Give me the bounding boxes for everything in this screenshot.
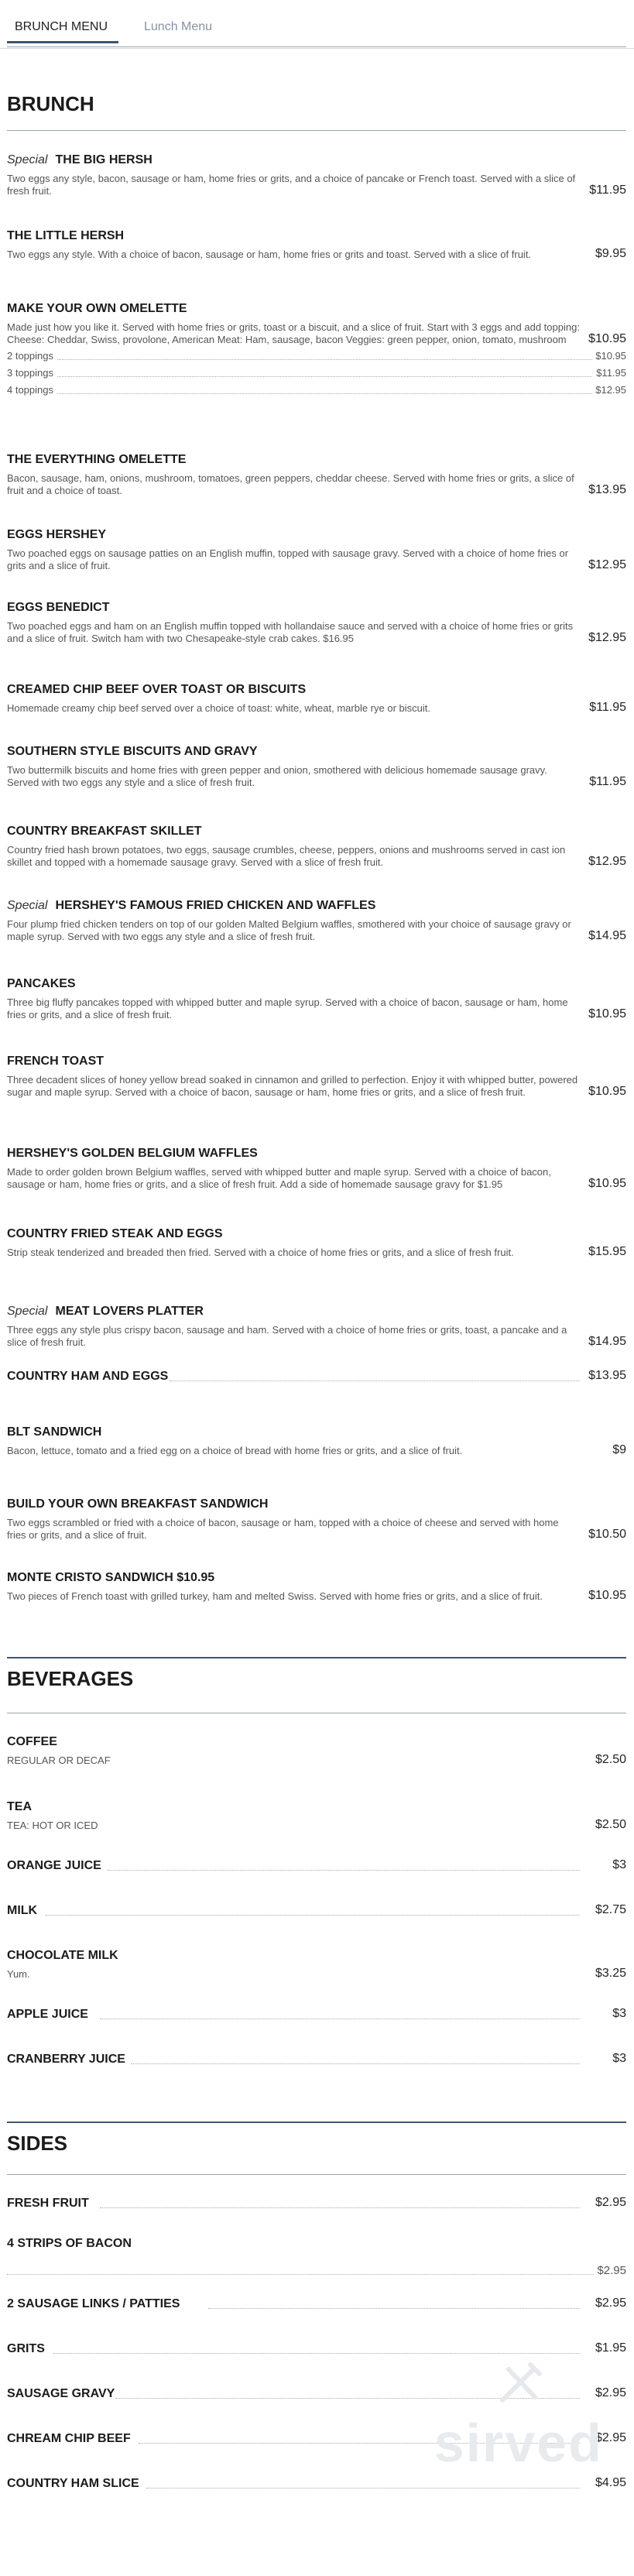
desc-price-row [7, 1074, 626, 1099]
option-price: $10.95 [592, 348, 626, 365]
menu-item-name [7, 682, 626, 698]
menu-item-name [7, 1304, 626, 1319]
menu-item-name [7, 2476, 626, 2492]
option-row [7, 348, 626, 365]
menu-item-description: REGULAR OR DECAF [7, 1754, 111, 1766]
menu-item-price: $2.95 [594, 2262, 626, 2279]
menu-item-price: $3 [609, 2007, 626, 2021]
menu-item-price: $12.95 [585, 631, 626, 645]
desc-price-row [7, 1820, 626, 1832]
menu-item [7, 1858, 626, 1874]
menu-tabs [0, 0, 634, 49]
menu-item-title: APPLE JUICE [7, 2008, 88, 2021]
menu-item-price: $10.95 [585, 331, 626, 348]
menu-item-price: $14.95 [585, 929, 626, 943]
header-divider [7, 46, 626, 47]
menu-item-name [7, 1226, 626, 1242]
menu-item-name [7, 2052, 626, 2067]
menu-item [7, 2196, 626, 2211]
menu-item-price: $14.95 [585, 1335, 626, 1349]
menu-item-title: CHOCOLATE MILK [7, 1949, 118, 1962]
menu-item-description: Three decadent slices of honey yellow bread soaked in cinnamon and grilled to perfection. Enjoy it with whipped butter, powered sugar and maple syrup. Served with a choice of bacon, sausage or ham, home fries or grits, and a slice of fresh fruit. [7, 1074, 578, 1098]
menu-item-title: PANCAKES [7, 977, 76, 990]
menu-item-description: Two eggs scrambled or fried with a choice of bacon, sausage or ham, topped with a choice of cheese and served with home fries or grits, and a slice of fruit. [7, 1517, 559, 1541]
active-tab-indicator [7, 41, 118, 43]
tab-brunch-menu[interactable]: BRUNCH MENU [15, 20, 108, 33]
menu-item-price: $13.95 [585, 483, 626, 497]
menu-item-description: Two buttermilk biscuits and home fries with green pepper and onion, smothered with delicious homemade sausage gravy. Served with two eggs any style and a slice of fresh fruit. [7, 764, 547, 788]
menu-item [7, 1054, 626, 1099]
menu-item-description: Country fried hash brown potatoes, two eggs, sausage crumbles, cheese, peppers, onions and mushrooms served in cast ion skillet and topped with a homemade sausage gravy. Served with a slice of fresh fruit. [7, 844, 566, 868]
menu-item-name [7, 153, 626, 168]
menu-item-description: Bacon, sausage, ham, onions, mushroom, tomatoes, green peppers, cheddar cheese. Served with home fries or grits, a slice of fruit and a choice of toast. [7, 472, 574, 496]
menu-item-price: $2.95 [592, 2196, 626, 2210]
menu-item-price: $11.95 [586, 184, 626, 197]
menu-item-name [7, 1799, 626, 1815]
dot-leader [7, 359, 626, 360]
menu-item-name [7, 2196, 626, 2211]
sides-divider [7, 2174, 626, 2175]
menu-item-name [7, 1054, 626, 1069]
menu-item [7, 452, 626, 497]
menu-item-price: $2.95 [592, 2386, 626, 2400]
menu-item-price: $10.95 [585, 1177, 626, 1191]
beverages-top-divider [7, 1657, 626, 1658]
dot-leader [7, 2274, 626, 2275]
menu-item-title: HERSHEY'S FAMOUS FRIED CHICKEN AND WAFFLES [55, 899, 376, 912]
desc-price-row [7, 1517, 626, 1542]
menu-item [7, 1799, 626, 1832]
sides-top-divider [7, 2122, 626, 2123]
menu-item-title: MONTE CRISTO SANDWICH $10.95 [7, 1571, 215, 1584]
menu-item-description: Two poached eggs and ham on an English muffin topped with hollandaise sauce and served with a choice of home fries or grits and a slice of fruit. Switch ham with two Chesapeake-style crab cakes. $16.95 [7, 620, 574, 644]
menu-item-description: Four plump fried chicken tenders on top of our golden Malted Belgium waffles, smothered with your choice of sausage gravy or maple syrup. Served with two eggs any style and a slice of fresh fruit. [7, 918, 571, 942]
desc-price-row [7, 1166, 626, 1191]
desc-price-row [7, 1754, 626, 1767]
menu-item-price: $15.95 [585, 1245, 626, 1259]
dot-leader [7, 376, 626, 377]
dot-leader [7, 393, 626, 394]
menu-item [7, 1570, 626, 1603]
menu-item-title: BLT SANDWICH [7, 1425, 102, 1439]
menu-item-title: MAKE YOUR OWN OMELETTE [7, 302, 187, 315]
menu-item [7, 1226, 626, 1259]
menu-item-price: $10.95 [585, 1085, 626, 1099]
menu-item-title: THE LITTLE HERSH [7, 229, 125, 242]
option-label: 3 toppings [7, 367, 57, 379]
menu-item [7, 527, 626, 572]
section-title-sides-wrap [7, 2131, 626, 2156]
menu-item-price: $2.95 [592, 2296, 626, 2310]
menu-item [7, 744, 626, 789]
option-row [7, 365, 626, 382]
menu-item-price: $3 [609, 2052, 626, 2066]
menu-item-name [7, 301, 626, 317]
desc-price-row [7, 996, 626, 1021]
desc-price-row [7, 321, 626, 346]
menu-item-description: Homemade creamy chip beef served over a choice of toast: white, wheat, marble rye or biscuit. [7, 702, 430, 714]
menu-item-title: MEAT LOVERS PLATTER [55, 1305, 204, 1318]
dot-leader [108, 1870, 580, 1871]
dot-leader [131, 2063, 580, 2064]
desc-price-row [7, 1324, 626, 1349]
menu-item-price: $9 [609, 1443, 626, 1457]
menu-item-price: $13.95 [585, 1369, 626, 1383]
menu-item-description: Made just how you like it. Served with home fries or grits, toast or a biscuit, and a slice of fruit. Start with 3 eggs and add topping: Cheese: Cheddar, Swiss, provolone, American Meat: Ham, sausage, bacon Veggies: green pepper, onion, tomato, mushroom [7, 321, 580, 345]
menu-item-title: 4 STRIPS OF BACON [7, 2237, 132, 2250]
menu-item [7, 1369, 626, 1384]
menu-item-description: Two poached eggs on sausage patties on an English muffin, topped with sausage gravy. Served with a choice of home fries or grits and a slice of fruit. [7, 547, 569, 571]
menu-item-price: $1.95 [592, 2341, 626, 2355]
menu-item-description: Three eggs any style plus crispy bacon, sausage and ham. Served with a choice of home fries or grits, toast, a pancake and a slice of fresh fruit. [7, 1324, 567, 1348]
menu-item [7, 1146, 626, 1191]
section-title-beverages: BEVERAGES [7, 1667, 134, 1690]
section-title-brunch: BRUNCH [7, 92, 94, 115]
menu-item-name [7, 2007, 626, 2022]
special-tag: Special [7, 1305, 48, 1318]
menu-item [7, 824, 626, 869]
menu-item-name [7, 1369, 626, 1384]
menu-item-title: CREAMED CHIP BEEF OVER TOAST OR BISCUITS [7, 683, 307, 696]
menu-item-name [7, 527, 626, 543]
menu-item-name [7, 228, 626, 244]
menu-item-price: $10.95 [585, 1589, 626, 1603]
menu-item [7, 2236, 626, 2279]
menu-item-name [7, 452, 626, 468]
menu-item-name [7, 1497, 626, 1512]
menu-item-title: TEA [7, 1800, 32, 1813]
menu-item [7, 1425, 626, 1457]
desc-price-row [7, 249, 626, 261]
desc-price-row [7, 844, 626, 869]
menu-item [7, 1948, 626, 1981]
desc-price-row [7, 173, 626, 197]
menu-item-title: EGGS HERSHEY [7, 528, 107, 541]
menu-item-title: CRANBERRY JUICE [7, 2053, 125, 2066]
menu-item-price: $10.50 [585, 1528, 626, 1542]
menu-item-description: Three big fluffy pancakes topped with whipped butter and maple syrup. Served with a choice of bacon, sausage or ham, home fries or grits, and a slice of fresh fruit. [7, 996, 568, 1020]
menu-item-price: $12.95 [585, 558, 626, 572]
menu-item-name [7, 1734, 626, 1750]
menu-item [7, 1734, 626, 1767]
menu-item-description: Yum. [7, 1968, 30, 1980]
menu-item-name [7, 1570, 626, 1586]
menu-item-title: THE EVERYTHING OMELETTE [7, 453, 187, 466]
menu-item [7, 2052, 626, 2067]
menu-item-price: $10.95 [585, 1007, 626, 1021]
menu-item-price: $3 [609, 1858, 626, 1872]
menu-item-title: CHREAM CHIP BEEF [7, 2432, 131, 2445]
option-label: 4 toppings [7, 384, 57, 396]
menu-item-title: MILK [7, 1904, 38, 1917]
menu-item [7, 2296, 626, 2312]
desc-price-row [7, 1247, 626, 1259]
menu-item-price: $2.50 [592, 1753, 626, 1767]
menu-item [7, 1497, 626, 1542]
menu-item-title: GRITS [7, 2342, 45, 2355]
desc-price-row [7, 1445, 626, 1457]
menu-item-title: COFFEE [7, 1735, 57, 1748]
menu-item-price: $12.95 [585, 855, 626, 869]
menu-item [7, 153, 626, 197]
menu-item-title: THE BIG HERSH [55, 153, 153, 166]
menu-item-description: Made to order golden brown Belgium waffles, served with whipped butter and maple syrup. Served with a choice of bacon, sausage or ham, home fries or grits, and a slice of fresh fruit. Add a side of homemade sausage gravy for $1.95 [7, 1166, 551, 1190]
section-title-sides: SIDES [7, 2132, 68, 2155]
menu-item [7, 976, 626, 1021]
special-tag: Special [7, 153, 48, 166]
menu-item [7, 682, 626, 715]
menu-item-description: Bacon, lettuce, tomato and a fried egg on a choice of bread with home fries or grits, and a slice of fruit. [7, 1445, 463, 1456]
menu-item-name [7, 1146, 626, 1161]
menu-item-description: Two eggs any style, bacon, sausage or ham, home fries or grits, and a choice of pancake or French toast. Served with a slice of fresh fruit. [7, 173, 576, 197]
desc-price-row [7, 472, 626, 497]
option-price: $12.95 [592, 382, 626, 399]
menu-item-title: EGGS BENEDICT [7, 601, 110, 614]
desc-price-row [7, 1590, 626, 1603]
menu-item [7, 228, 626, 261]
desc-price-row [7, 547, 626, 572]
menu-item-description: Strip steak tenderized and breaded then fried. Served with a choice of home fries or grits, and a slice of fresh fruit. [7, 1247, 514, 1258]
special-tag: Special [7, 899, 48, 912]
menu-item-name [7, 1858, 626, 1874]
dot-leader [46, 1915, 580, 1916]
menu-item [7, 2476, 626, 2492]
menu-item-name [7, 824, 626, 839]
menu-item [7, 2007, 626, 2022]
menu-item-title: SOUTHERN STYLE BISCUITS AND GRAVY [7, 745, 258, 758]
menu-item-price: $4.95 [592, 2476, 626, 2490]
menu-item-name [7, 898, 626, 914]
menu-item-price: $2.95 [592, 2431, 626, 2445]
menu-item [7, 1304, 626, 1349]
menu-item-name [7, 976, 626, 992]
menu-item-price: $2.75 [592, 1903, 626, 1917]
menu-item-price: $2.50 [592, 1818, 626, 1832]
menu-item [7, 301, 626, 399]
tab-lunch-menu[interactable]: Lunch Menu [144, 20, 213, 33]
menu-item-title: FRESH FRUIT [7, 2197, 89, 2210]
menu-item-title: BUILD YOUR OWN BREAKFAST SANDWICH [7, 1497, 269, 1511]
menu-item-title: COUNTRY HAM AND EGGS [7, 1370, 169, 1383]
menu-item [7, 600, 626, 645]
dot-leader [208, 2308, 580, 2309]
menu-item [7, 1903, 626, 1919]
menu-item [7, 898, 626, 943]
desc-price-row [7, 918, 626, 943]
menu-item-title: COUNTRY FRIED STEAK AND EGGS [7, 1227, 223, 1240]
menu-item-description: TEA: HOT OR ICED [7, 1820, 98, 1831]
option-price: $11.95 [593, 365, 626, 382]
desc-price-row [7, 620, 626, 645]
menu-item-name [7, 1425, 626, 1440]
menu-item-name [7, 600, 626, 616]
watermark-logo: sirved [434, 2413, 603, 2473]
dot-leader [100, 2207, 580, 2208]
desc-price-row [7, 1968, 626, 1981]
menu-item-price: $11.95 [586, 701, 626, 715]
menu-item-title: HERSHEY'S GOLDEN BELGIUM WAFFLES [7, 1147, 258, 1160]
menu-item-price: $3.25 [592, 1967, 626, 1981]
menu-item-name [7, 2296, 626, 2312]
fork-knife-icon [495, 2354, 549, 2408]
menu-item-title: COUNTRY BREAKFAST SKILLET [7, 825, 202, 838]
menu-item-title: SAUSAGE GRAVY [7, 2387, 115, 2400]
menu-item-name [7, 1948, 626, 1964]
menu-item-name [7, 744, 626, 760]
dot-leader [146, 2488, 580, 2489]
desc-price-row [7, 764, 626, 789]
menu-item-description: Two pieces of French toast with grilled turkey, ham and melted Swiss. Served with home fries or grits, and a slice of fruit. [7, 1590, 543, 1602]
desc-price-row [7, 702, 626, 715]
price-row [7, 2262, 626, 2279]
menu-item-title: ORANGE JUICE [7, 1859, 101, 1872]
menu-item-name [7, 2236, 626, 2252]
menu-item-title: COUNTRY HAM SLICE [7, 2477, 139, 2490]
option-row [7, 382, 626, 399]
menu-item-title: 2 SAUSAGE LINKS / PATTIES [7, 2297, 180, 2310]
section-title-brunch-wrap [7, 91, 626, 116]
menu-item-title: FRENCH TOAST [7, 1055, 105, 1068]
menu-item-price: $11.95 [586, 775, 626, 789]
menu-item-description: Two eggs any style. With a choice of bacon, sausage or ham, home fries or grits and toast. Served with a slice of fruit. [7, 249, 532, 260]
menu-item-price: $9.95 [592, 247, 626, 261]
option-label: 2 toppings [7, 350, 57, 362]
brunch-divider [7, 130, 626, 131]
menu-item-name [7, 1903, 626, 1919]
section-title-beverages-wrap [7, 1666, 626, 1691]
